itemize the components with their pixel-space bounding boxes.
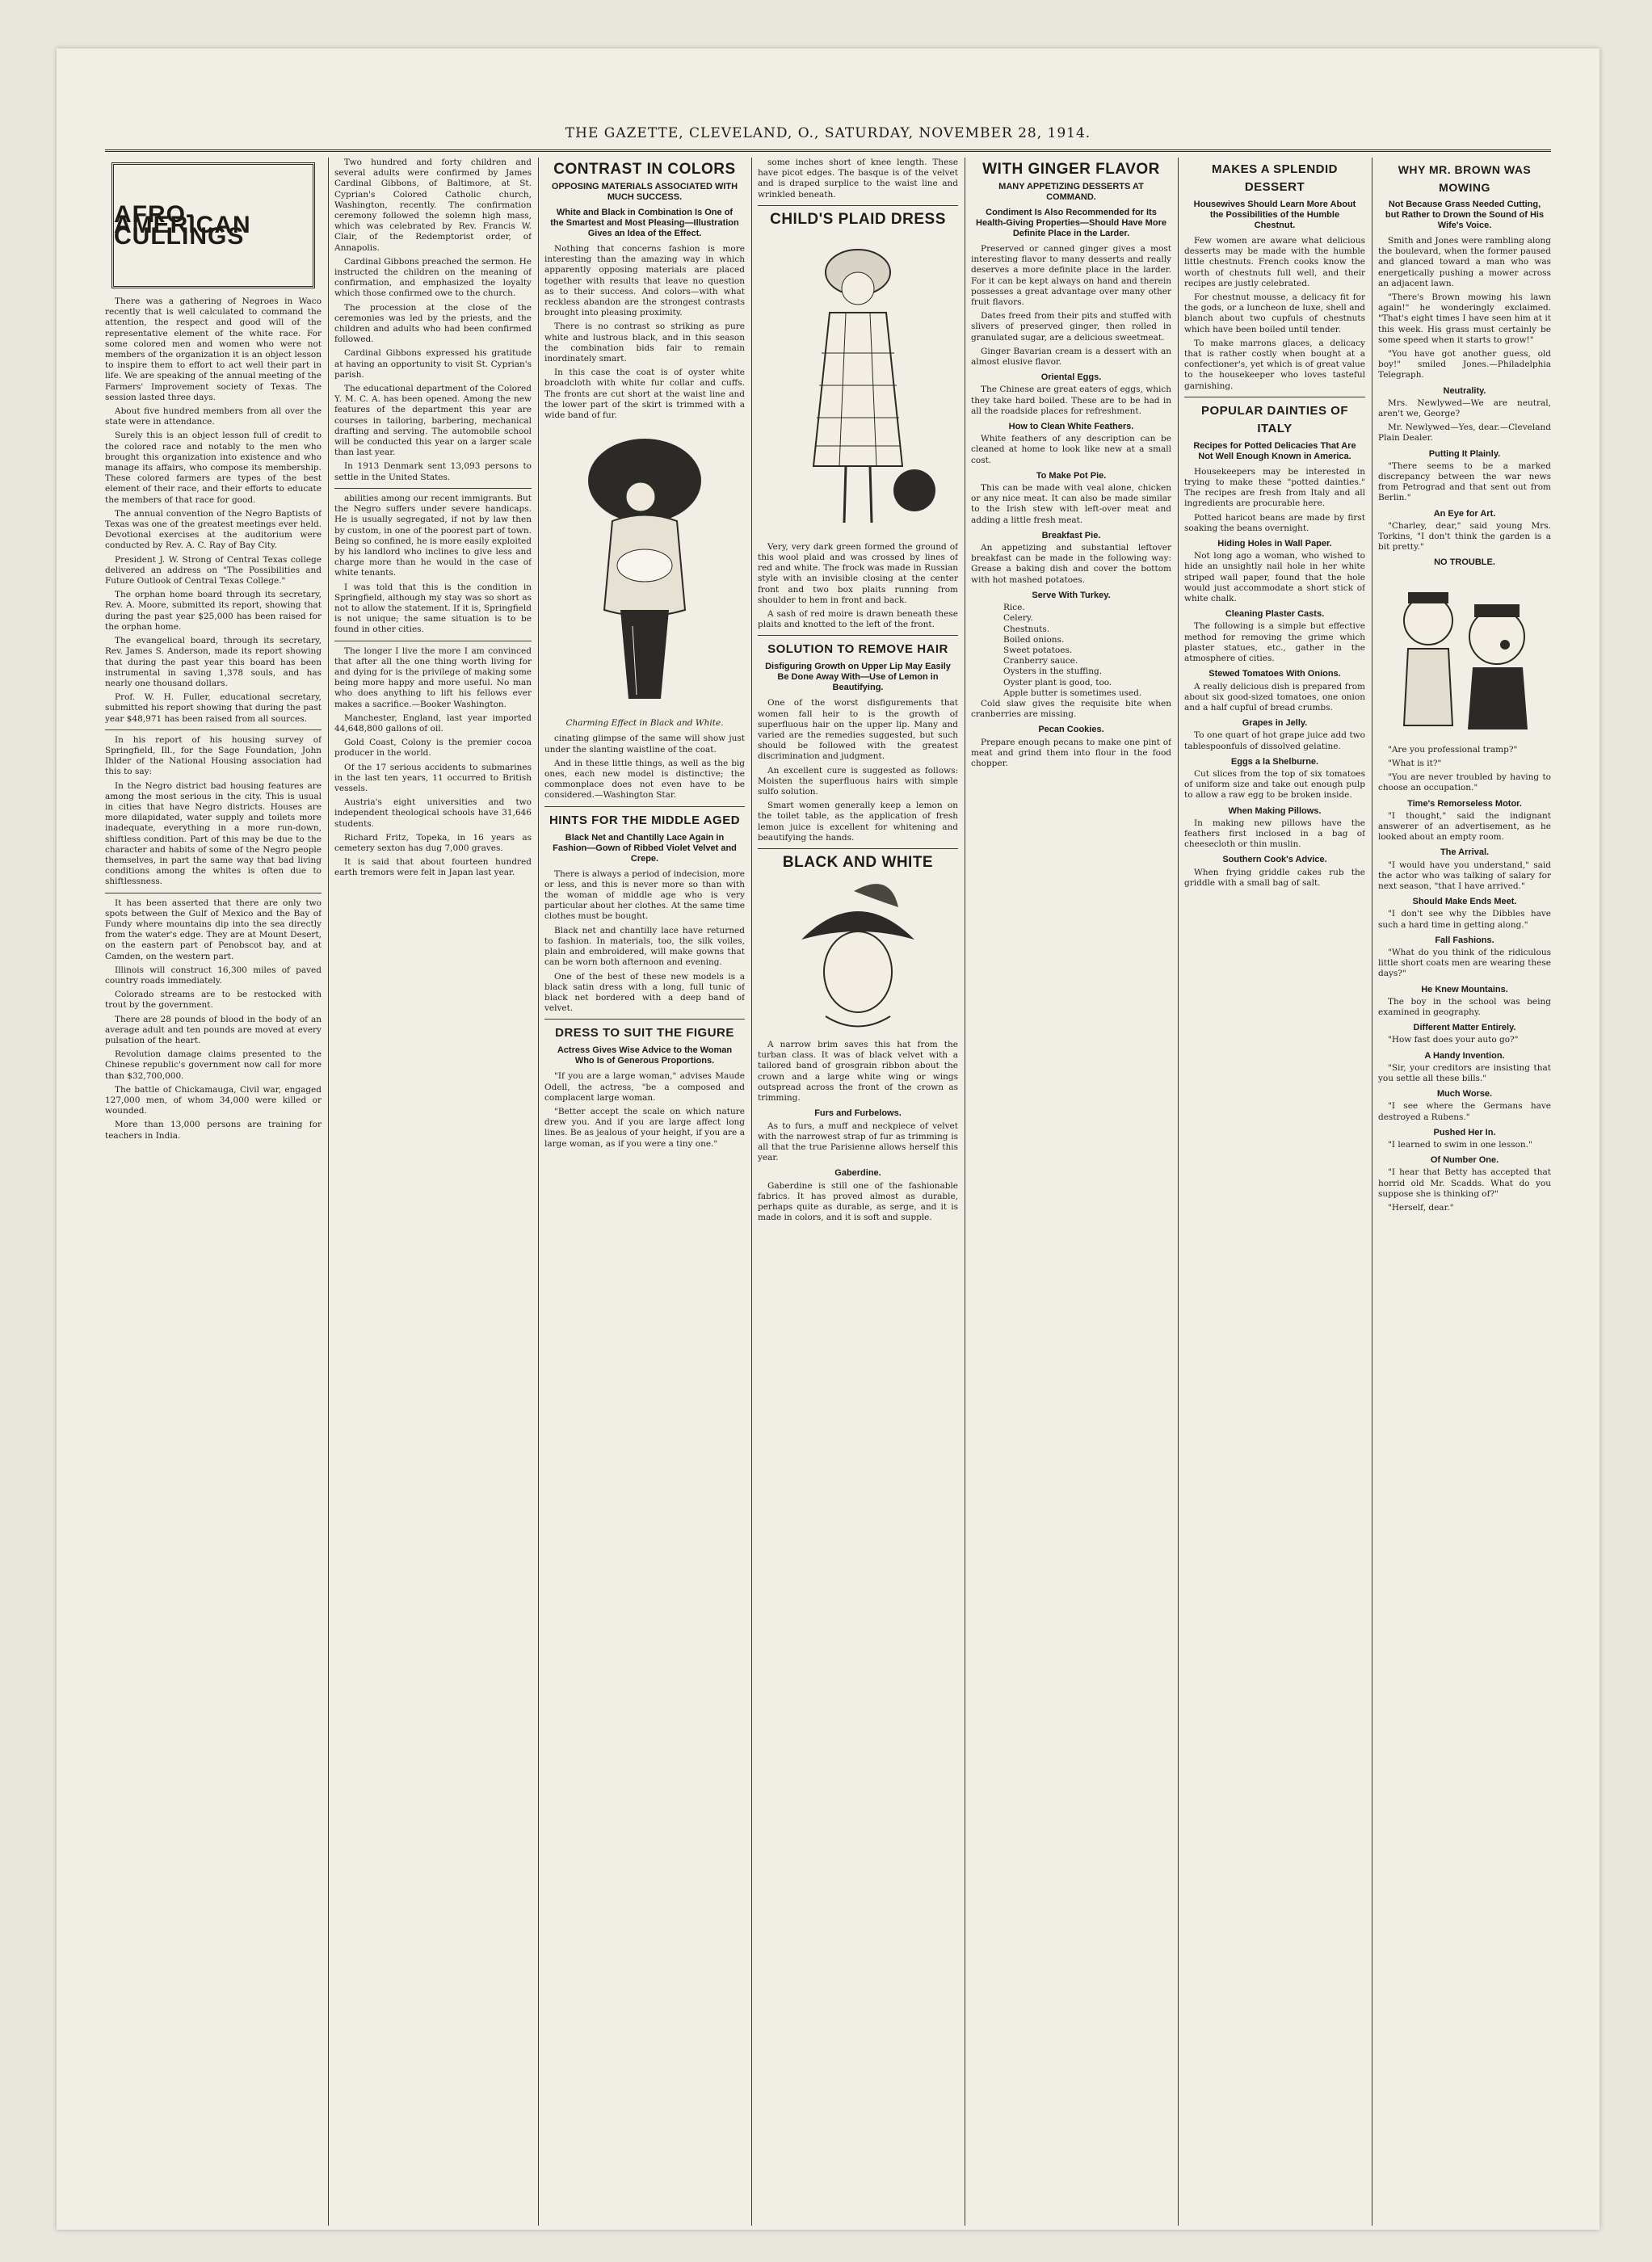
subheading: An Eye for Art. (1433, 508, 1496, 519)
paragraph: "How fast does your auto go?" (1388, 1035, 1519, 1045)
subheadline: Condiment Is Also Recommended for Its Health-Giving Properties—Should Have More Definite Place in the Larder. (976, 208, 1166, 238)
paragraph: To one quart of hot grape juice add two tablespoonfuls of dissolved gelatine. (1184, 730, 1365, 751)
paragraph: One of the worst disfigurements that women fall heir to is the growth of superfluous hair on the upper lip. Many and varied are the remedies suggested, but such should be followed with the greatest discrimination and judgment. (758, 698, 958, 762)
paragraph: "What do you think of the ridiculous little short coats men are wearing these days?" (1378, 947, 1551, 979)
paragraph: Gaberdine is still one of the fashionable fabrics. It has proved almost as durable, perhaps quite as durable, as serge, and it is made in colors, and it is soft and supple. (758, 1180, 958, 1223)
paragraph: A narrow brim saves this hat from the turban class. It was of black velvet with a tailored band of grosgrain ribbon about the crown and a large white wing or wings outspread across the front of the crown as trimming. (758, 1040, 958, 1104)
headline: POPULAR DAINTIES OF ITALY (1200, 403, 1348, 435)
paragraph: "You have got another guess, old boy!" smiled Jones.—Philadelphia Telegraph. (1378, 349, 1551, 381)
paragraph: It is said that about fourteen hundred earth tremors were felt in Japan last year. (334, 857, 532, 878)
paragraph: An excellent cure is suggested as follows: Moisten the superfluous hairs with simple sulfo solution. (758, 765, 958, 797)
column-5 (971, 158, 1171, 2226)
list-item: Oyster plant is good, too. (1003, 677, 1112, 687)
paragraph: When frying griddle cakes rub the griddle with a small bag of salt. (1184, 867, 1365, 888)
column-rule (538, 158, 539, 2226)
paragraph: Prepare enough pecans to make one pint of meat and grind them into flour in the food chopper. (971, 737, 1171, 768)
column-rule (328, 158, 329, 2226)
paragraph: Cold slaw gives the requisite bite when cranberries are missing. (971, 698, 1171, 720)
subheading: Stewed Tomatoes With Onions. (1209, 669, 1341, 679)
subheadline: White and Black in Combination Is One of the Smartest and Most Pleasing—Illustration Gives an Idea of the Effect. (550, 208, 739, 238)
paragraph: "You are never troubled by having to choose an occupation." (1378, 772, 1551, 793)
paragraph: abilities among our recent immigrants. But the Negro suffers under severe handicaps. He is usually segregated, if not by law then by custom, in one of the poorest part of town. Being so confined, he is more easily exploited by his landlord who inclines to give less and charge more than he would in the case of white tenants. (334, 493, 532, 578)
paragraph: The boy in the school was being examined in geography. (1378, 996, 1551, 1017)
headline: HINTS FOR THE MIDDLE AGED (549, 813, 741, 827)
paragraph: There is no contrast so striking as pure white and lustrous black, and in this season the combination bids fair to remain inordinately smart. (544, 322, 745, 364)
paragraph: The battle of Chickamauga, Civil war, engaged 127,000 men, of whom 34,000 were killed or wounded. (105, 1084, 322, 1116)
paragraph: Surely this is an object lesson full of credit to the colored race and notably to the men who brought this organization into existence and who manage its affairs, who compose its membership. These colored farmers are types of the best element of their race, and their efforts to educate the members of that race for good. (105, 431, 322, 505)
paragraph: And in these little things, as well as the big ones, each new model is distinctive; the commonplace does not even have to be considered.—Washington Star. (544, 758, 745, 801)
headline: WITH GINGER FLAVOR (982, 161, 1160, 178)
column-rule (751, 158, 752, 2226)
subheadline: MANY APPETIZING DESSERTS AT COMMAND. (998, 182, 1144, 202)
paragraph: cinating glimpse of the same will show just under the slanting waistline of the coat. (544, 734, 745, 755)
divider (758, 635, 958, 636)
paragraph: The educational department of the Colored Y. M. C. A. has been opened. Among the new features of the department this year are courses in tailoring, barbering, mechanical drafting and serving. The automobile school will be conducted this year on a larger scale than last year. (334, 384, 532, 458)
hat-woman-illustration (777, 875, 939, 1036)
column-4 (758, 158, 958, 2226)
paragraph: In his report of his housing survey of Springfield, Ill., for the Sage Foundation, John Ihlder of the National Housing association had this to say: (105, 734, 322, 777)
paragraph: "I see where the Germans have destroyed a Rubens." (1378, 1101, 1551, 1122)
serve-list (971, 603, 1171, 699)
columns (105, 158, 1551, 2226)
headline: WHY MR. BROWN WAS MOWING (1398, 163, 1532, 194)
illustration-caption: Charming Effect in Black and White. (565, 718, 724, 729)
subheadline: Disfiguring Growth on Upper Lip May Easily Be Done Away With—Use of Lemon in Beautifying. (765, 662, 951, 693)
paragraph: There was a gathering of Negroes in Waco recently that is well calculated to command the attention, the respect and good will of the representative element of the white race. For some colored men and women who were not members of the organization it is an object lesson to inspire them to effort to act well their part in life. We are speaking of the annual meeting of the Farmers' Improvement society of Texas. The session lasted three days. (105, 296, 322, 402)
paragraph: President J. W. Strong of Central Texas college delivered an address on "The Possibilities and Future Outlook of Central Texas College." (105, 554, 322, 587)
divider (758, 205, 958, 206)
paragraph: The following is a simple but effective method for removing the grime which plaster statues, etc., gather in the atmosphere of cities. (1184, 621, 1365, 664)
paragraph: "I learned to swim in one lesson." (1388, 1139, 1532, 1150)
headline: CONTRAST IN COLORS (553, 161, 736, 178)
paragraph: Very, very dark green formed the ground of this wool plaid and was crossed by lines of red and white. The frock was made in Russian style with an invisible closing at the center front and two box plaits running from shoulder to hem in front and back. (758, 541, 958, 605)
headline: BLACK AND WHITE (782, 854, 934, 872)
subheading: Neutrality. (1443, 385, 1486, 396)
paragraph: some inches short of knee length. These have picot edges. The basque is of the velvet and is draped surplice to the waist line and wrinkled beneath. (758, 158, 958, 200)
subheading: Gaberdine. (834, 1168, 881, 1179)
subheading: Breakfast Pie. (1041, 530, 1101, 540)
divider (544, 806, 745, 807)
paragraph: "I would have you understand," said the actor who was talking of salary for next season, "that I have arrived." (1378, 860, 1551, 891)
paragraph: "Are you professional tramp?" (1388, 744, 1518, 755)
cartoon-illustration (1384, 572, 1545, 742)
column-6 (1184, 158, 1365, 2226)
paragraph: "I hear that Betty has accepted that horrid old Mr. Scadds. What do you suppose she is thinking of?" (1378, 1167, 1551, 1199)
newspaper-page (57, 48, 1599, 2230)
subheading: How to Clean White Feathers. (1008, 422, 1134, 432)
woman-coat-illustration (564, 424, 725, 715)
paragraph: A really delicious dish is prepared from about six good-sized tomatoes, one onion and a half cupful of bread crumbs. (1184, 681, 1365, 713)
list-item: Rice. (1003, 603, 1025, 613)
paragraph: "Herself, dear." (1388, 1203, 1454, 1213)
subheading: Cleaning Plaster Casts. (1225, 609, 1325, 620)
paragraph: "Better accept the scale on which nature drew you. And if you are large affect long lines. Be as jealous of your height, if you are a large woman, as if you were a tiny one." (544, 1106, 745, 1149)
subheading: Much Worse. (1436, 1089, 1493, 1099)
paragraph: The Chinese are great eaters of eggs, which they take hard boiled. These are to be had in all the roadside places for refreshment. (971, 385, 1171, 416)
paragraph: White feathers of any description can be cleaned at home to look like new at a small cost. (971, 434, 1171, 465)
subheadline: Black Net and Chantilly Lace Again in Fashion—Gown of Ribbed Violet Velvet and Crepe. (553, 832, 737, 864)
paragraph: Manchester, England, last year imported 44,648,800 gallons of oil. (334, 713, 532, 734)
headline: DRESS TO SUIT THE FIGURE (555, 1026, 734, 1041)
divider (544, 1019, 745, 1020)
subheading: A Handy Invention. (1424, 1050, 1505, 1061)
masthead: THE GAZETTE, CLEVELAND, O., SATURDAY, NOVEMBER 28, 1914. (105, 125, 1551, 152)
subheading: When Making Pillows. (1228, 805, 1322, 816)
paragraph: Revolution damage claims presented to the Chinese republic's government now call for more than $32,700,000. (105, 1049, 322, 1081)
column-2 (334, 158, 532, 2226)
paragraph: Smart women generally keep a lemon on the toilet table, as the application of fresh lemon juice is excellent for whitening and beautifying the hands. (758, 801, 958, 843)
subheading: Should Make Ends Meet. (1412, 897, 1517, 907)
section-banner: AFRO-AMERICAN CULLINGS (111, 162, 315, 288)
divider (105, 729, 322, 730)
paragraph: The evangelical board, through its secretary, Rev. James S. Anderson, made its report showing that during the past year this board has been instrumental in saving 1,378 souls, and has nearly one thousand dollars. (105, 636, 322, 688)
subheading: Grapes in Jelly. (1242, 718, 1308, 729)
subheadline: OPPOSING MATERIALS ASSOCIATED WITH MUCH SUCCESS. (551, 182, 738, 202)
column-3 (544, 158, 745, 2226)
paragraph: Cut slices from the top of six tomatoes of uniform size and take out enough pulp to allow a raw egg to be broken inside. (1184, 768, 1365, 801)
subheadline: Not Because Grass Needed Cutting, but Rather to Drown the Sound of His Wife's Voice. (1385, 200, 1545, 230)
list-item: Boiled onions. (1003, 634, 1065, 645)
paragraph: Richard Fritz, Topeka, in 16 years as cemetery sexton has dug 7,000 graves. (334, 832, 532, 853)
subheading: To Make Pot Pie. (1036, 470, 1107, 481)
headline: MAKES A SPLENDID DESSERT (1211, 162, 1339, 194)
paragraph: A sash of red moire is drawn beneath these plaits and knotted to the left of the front. (758, 609, 958, 630)
subheadline: Housewives Should Learn More About the Possibilities of the Humble Chestnut. (1193, 200, 1356, 230)
subheading: Hiding Holes in Wall Paper. (1217, 539, 1332, 549)
paragraph: Housekeepers may be interested in trying to make these "potted dainties." The recipes are fresh from Italy and all ingredients are procurable here. (1184, 466, 1365, 509)
subheadline: Recipes for Potted Delicacies That Are Not Well Enough Known in America. (1193, 440, 1356, 461)
paragraph: About five hundred members from all over the state were in attendance. (105, 406, 322, 427)
divider (334, 488, 532, 489)
paragraph: In 1913 Denmark sent 13,093 persons to settle in the United States. (334, 461, 532, 482)
paragraph: Gold Coast, Colony is the premier cocoa producer in the world. (334, 738, 532, 759)
paragraph: There is always a period of indecision, more or less, and this is never more so than with the woman of middle age who is very particular about her clothes. At the same time clothes must be bought. (544, 868, 745, 922)
headline: CHILD'S PLAID DRESS (770, 210, 946, 228)
paragraph: "There seems to be a marked discrepancy between the war news from Petrograd and that sent out from Berlin." (1378, 460, 1551, 503)
paragraph: This can be made with veal alone, chicken or any nice meat. It can also be made similar to the Irish stew with left-over meat and adding a little fresh meat. (971, 483, 1171, 525)
paragraph: Cardinal Gibbons preached the sermon. He instructed the children on the meaning of confirmation, and emphasized the loyalty which those confirmed owe to the church. (334, 256, 532, 299)
paragraph: "Sir, your creditors are insisting that you settle all these bills." (1378, 1062, 1551, 1083)
subheading: The Arrival. (1440, 847, 1490, 858)
column-1 (105, 158, 322, 2226)
paragraph: Illinois will construct 16,300 miles of paved country roads immediately. (105, 965, 322, 986)
col1-article-2 (105, 735, 322, 888)
paragraph: In this case the coat is of oyster white broadcloth with white fur collar and cuffs. The fronts are cut short at the waist line and the lower part of the skirt is trimmed with a wide band of fur. (544, 368, 745, 421)
subheading: Time's Remorseless Motor. (1407, 798, 1522, 809)
paragraph: "What is it?" (1388, 758, 1442, 768)
subheading: Of Number One. (1430, 1155, 1499, 1166)
paragraph: It has been asserted that there are only two spots between the Gulf of Mexico and the Bay of Fundy where mountains dip into the sea directly from the water's edge. They are at Mount Desert, on the eastern part of Penobscot bay, and at Camden, on the western part. (105, 898, 322, 961)
paragraph: "If you are a large woman," advises Maude Odell, the actress, "be a composed and complacent large woman. (544, 1071, 745, 1103)
paragraph: Austria's eight universities and two independent theological schools have 31,646 students. (334, 797, 532, 829)
headline: SOLUTION TO REMOVE HAIR (767, 642, 948, 657)
paragraph: Preserved or canned ginger gives a most interesting flavor to many desserts and really deserves a more definite place in the larder. For it can be kept always on hand and therein possesses a great advantage over many other fruit flavors. (971, 244, 1171, 308)
paragraph: Cardinal Gibbons expressed his gratitude at having an opportunity to visit St. Cyprian's parish. (334, 348, 532, 380)
col1-article-3 (105, 898, 322, 1142)
paragraph: Smith and Jones were rambling along the boulevard, when the former paused and glanced toward a man who was energetically pushing a mower across an adjacent lawn. (1378, 236, 1551, 288)
paragraph: More than 13,000 persons are training for teachers in India. (105, 1120, 322, 1141)
paragraph: In making new pillows have the feathers first inclosed in a bag of cheesecloth or thin muslin. (1184, 818, 1365, 850)
paragraph: To make marrons glaces, a delicacy that is rather costly when bought at a confectioner's, yet which is of great value to the housekeeper who loves tasteful garnishing. (1184, 338, 1365, 391)
subheading: Pushed Her In. (1433, 1127, 1496, 1137)
paragraph: The procession at the close of the ceremonies was led by the priests, and the children and adults who had been confirmed followed. (334, 302, 532, 345)
paragraph: The annual convention of the Negro Baptists of Texas was one of the greatest meetings ever held. Devotional exercises at the auditorium were conducted by Rev. A. C. Ray of Bay City. (105, 508, 322, 551)
paragraph: In the Negro district bad housing features are among the most serious in the city. This is usual in cities that have Negro districts. Houses are more dilapidated, water supply and toilets more inadequate, everything in a more run-down, shiftless condition. Part of this may be due to the character and habits of some of the Negro people themselves, in part the same way that bad living conditions among the whites is often due to shiftlessness. (105, 780, 322, 887)
paragraph: "There's Brown mowing his lawn again!" he wonderingly exclaimed. "That's eight times I have seen him at it this week. His grass must certainly be some speed when it starts to grow!" (1378, 292, 1551, 345)
paragraph: Dates freed from their pits and stuffed with slivers of preserved ginger, then rolled in granulated sugar, are a delicious sweetmeat. (971, 311, 1171, 343)
divider (758, 848, 958, 849)
paragraph: "I don't see why the Dibbles have such a hard time in getting along." (1378, 909, 1551, 930)
column-7 (1378, 158, 1551, 2226)
list-item: Celery. (1003, 613, 1033, 624)
subheading: Eggs a la Shelburne. (1230, 756, 1319, 767)
paragraph: Black net and chantilly lace have returned to fashion. In materials, too, the silk voiles, plain and embroidered, will make gowns that can be worn both afternoon and evening. (544, 925, 745, 968)
subheading: Putting It Plainly. (1428, 448, 1501, 459)
subheading: Serve With Turkey. (1032, 590, 1111, 600)
list-item: Cranberry sauce. (1003, 656, 1078, 666)
paragraph: Ginger Bavarian cream is a dessert with an almost elusive flavor. (971, 346, 1171, 368)
paragraph: I was told that this is the condition in Springfield, although my stay was so short as not to allow the statement. If it is, Springfield is not unique; the same situation is to be found in other cities. (334, 582, 532, 635)
paragraph: For chestnut mousse, a delicacy fit for the gods, or a luncheon de luxe, shell and blanch about two cupfuls of chestnuts which have been boiled until tender. (1184, 292, 1365, 334)
subheading: Oriental Eggs. (1040, 372, 1102, 383)
paragraph: "I thought," said the indignant answerer of an advertisement, as he looked about an empty room. (1378, 810, 1551, 843)
paragraph: An appetizing and substantial leftover breakfast can be made in the following way: Grease a baking dish and cover the bottom with hot mashed potatoes. (971, 543, 1171, 585)
paragraph: As to furs, a muff and neckpiece of velvet with the narrowest strap of fur as trimming is all that the true Parisienne allows herself this year. (758, 1120, 958, 1163)
paragraph: Mr. Newlywed—Yes, dear.—Cleveland Plain Dealer. (1378, 423, 1551, 444)
paragraph: There are 28 pounds of blood in the body of an average adult and ten pounds are moved at every pulsation of the heart. (105, 1014, 322, 1045)
paragraph: The orphan home board through its secretary, Rev. A. Moore, submitted its report, showing that during the past year $25,000 has been raised for the orphan home. (105, 590, 322, 632)
list-item: Chestnuts. (1003, 624, 1050, 634)
paragraph: Two hundred and forty children and several adults were confirmed by James Cardinal Gibbons, of Baltimore, at St. Cyprian's Colored Catholic church, Washington, recently. The confirmation ceremony followed the solemn high mass, which was celebrated by Rev. Francis W. Clair, of the Redemptorist order, of Annapolis. (334, 158, 532, 253)
list-item: Sweet potatoes. (1003, 645, 1073, 655)
subheadline: Actress Gives Wise Advice to the Woman Who Is of Generous Proportions. (557, 1045, 733, 1066)
paragraph: Of the 17 serious accidents to submarines in the last ten years, 11 occurred to British vessels. (334, 762, 532, 793)
subheading: NO TROUBLE. (1434, 557, 1495, 568)
list-item: Apple butter is sometimes used. (1003, 687, 1142, 698)
subheading: Fall Fashions. (1435, 935, 1494, 945)
paragraph: "Charley, dear," said young Mrs. Torkins, "I don't think the garden is a bit pretty." (1378, 520, 1551, 553)
paragraph: Few women are aware what delicious desserts may be made with the humble little chestnuts. French cooks know the worth of chestnuts full well, and their recipes are justly celebrated. (1184, 236, 1365, 288)
paragraph: Potted haricot beans are made by first soaking the beans overnight. (1184, 512, 1365, 533)
list-item: Oysters in the stuffing. (1003, 666, 1103, 677)
paragraph: Colorado streams are to be restocked with trout by the government. (105, 990, 322, 1011)
subheading: He Knew Mountains. (1421, 984, 1508, 994)
paragraph: Mrs. Newlywed—We are neutral, aren't we, George? (1378, 397, 1551, 419)
column-rule (1178, 158, 1179, 2226)
subheading: Pecan Cookies. (1038, 725, 1104, 735)
subheading: Southern Cook's Advice. (1222, 855, 1327, 865)
paragraph: Not long ago a woman, who wished to hide an unsightly nail hole in her white striped wall paper, found that the hole would just accommodate a short stick of white chalk. (1184, 551, 1365, 604)
paragraph: The longer I live the more I am convinced that after all the one thing worth living for and dying for is the privilege of making some being more happy and more useful. No man who does anything to lift his fellows ever makes a sacrifice.—Booker Washington. (334, 645, 532, 709)
col1-article (105, 296, 322, 725)
child-dress-illustration (773, 232, 943, 539)
paragraph: Prof. W. H. Fuller, educational secretary, submitted his report showing that during the past year $48,971 has been raised from all sources. (105, 692, 322, 724)
subheading: Furs and Furbelows. (814, 1108, 902, 1119)
paragraph: Nothing that concerns fashion is more interesting than the amazing way in which apparently opposing materials are placed together with results that leave no question as to their success. And colors—with what reckless abandon are the strongest contrasts brought into pleasing proximity. (544, 244, 745, 318)
paragraph: One of the best of these new models is a black satin dress with a long, full tunic of black net bordered with a deep band of velvet. (544, 971, 745, 1014)
subheading: Different Matter Entirely. (1413, 1023, 1516, 1033)
